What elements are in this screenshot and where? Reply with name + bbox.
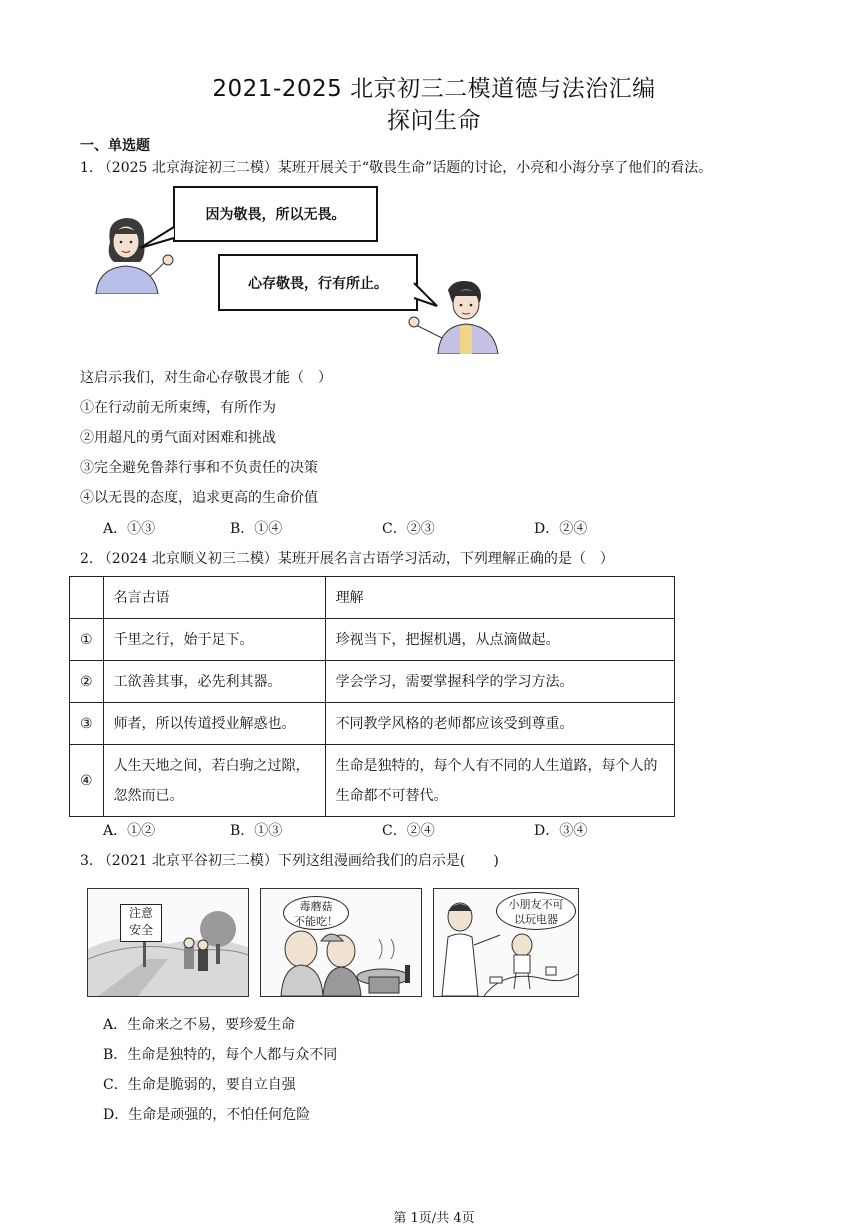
q1-item-4: ④以无畏的态度，追求更高的生命价值 <box>80 490 318 506</box>
table-cell: 不同教学风格的老师都应该受到尊重。 <box>325 703 674 745</box>
q2-option-c[interactable]: C．②④ <box>382 823 435 839</box>
table-cell: 千里之行，始于足下。 <box>103 619 325 661</box>
q1-prompt: 这启示我们，对生命心存敬畏才能（ ） <box>80 370 332 386</box>
electricity-bubble-line-2: 以玩电器 <box>514 913 558 926</box>
safety-sign-line-2: 安全 <box>128 923 153 937</box>
table-row <box>70 661 675 703</box>
comic-panel-electricity <box>433 888 579 997</box>
safety-sign-line-1: 注意 <box>128 906 153 920</box>
boy-speech-bubble: 心存敬畏，行有所止。 <box>218 254 418 311</box>
q1-option-c[interactable]: C．②③ <box>382 521 435 537</box>
table-cell: 师者，所以传道授业解惑也。 <box>103 703 325 745</box>
q1-option-a[interactable]: A．①③ <box>103 521 156 537</box>
table-cell: ④ <box>70 745 104 817</box>
table-header-cell <box>70 577 104 619</box>
table-cell: 生命是独特的，每个人有不同的人生道路，每个人的生命都不可替代。 <box>325 745 674 817</box>
q1-item-3: ③完全避免鲁莽行事和不负责任的决策 <box>80 460 318 476</box>
q1-option-b[interactable]: B．①④ <box>230 521 283 537</box>
mushroom-bubble-line-1: 毒蘑菇 <box>299 900 333 913</box>
section-heading: 一、单选题 <box>80 138 150 154</box>
table-row <box>70 619 675 661</box>
document-subtitle: 探问生命 <box>387 108 481 134</box>
mushroom-speech-bubble <box>283 896 349 930</box>
q1-item-2: ②用超凡的勇气面对困难和挑战 <box>80 430 276 446</box>
q1-stem: 1. （2025 北京海淀初三二模）某班开展关于“敬畏生命”话题的讨论，小亮和小海分享了他们的看法。 <box>80 160 713 176</box>
q3-stem: 3. （2021 北京平谷初三二模）下列这组漫画给我们的启示是( ) <box>80 853 499 869</box>
table-header-row <box>70 577 675 619</box>
comic-panel-safety <box>87 888 249 997</box>
proverb-table <box>69 576 675 817</box>
girl-bubble-tail <box>138 226 178 250</box>
mushroom-bubble-line-2: 不能吃！ <box>294 915 338 928</box>
q2-option-d[interactable]: D．③④ <box>534 823 588 839</box>
table-row <box>70 745 675 817</box>
q3-option-c[interactable]: C．生命是脆弱的，要自立自强 <box>103 1077 296 1093</box>
table-header-cell: 理解 <box>325 577 674 619</box>
electricity-bubble-line-1: 小朋友不可 <box>508 898 564 911</box>
document-title: 2021-2025 北京初三二模道德与法治汇编 <box>212 76 656 102</box>
boy-illustration <box>404 278 502 354</box>
table-row <box>70 703 675 745</box>
q3-option-a[interactable]: A．生命来之不易，要珍爱生命 <box>103 1017 296 1033</box>
q2-option-b[interactable]: B．①③ <box>230 823 283 839</box>
table-cell: ② <box>70 661 104 703</box>
table-cell: 人生天地之间，若白驹之过隙，忽然而已。 <box>103 745 325 817</box>
electricity-speech-bubble <box>496 892 576 930</box>
table-cell: ③ <box>70 703 104 745</box>
q3-option-d[interactable]: D．生命是顽强的，不怕任何危险 <box>103 1107 311 1123</box>
q2-option-a[interactable]: A．①② <box>103 823 156 839</box>
table-cell: 工欲善其事，必先利其器。 <box>103 661 325 703</box>
table-header-cell: 名言古语 <box>103 577 325 619</box>
girl-illustration <box>88 212 180 294</box>
table-cell: 珍视当下，把握机遇，从点滴做起。 <box>325 619 674 661</box>
comic-panel-mushroom <box>260 888 422 997</box>
comic-safety-illustration <box>88 889 248 996</box>
page-footer: 第 1页/共 4页 <box>393 1211 475 1226</box>
girl-speech-bubble: 因为敬畏，所以无畏。 <box>173 186 378 242</box>
q1-option-d[interactable]: D．②④ <box>534 521 588 537</box>
q1-item-1: ①在行动前无所束缚，有所作为 <box>80 400 276 416</box>
safety-sign <box>120 904 162 942</box>
table-cell: 学会学习，需要掌握科学的学习方法。 <box>325 661 674 703</box>
q2-stem: 2. （2024 北京顺义初三二模）某班开展名言古语学习活动，下列理解正确的是（ ） <box>80 551 614 567</box>
q3-option-b[interactable]: B．生命是独特的，每个人都与众不同 <box>103 1047 338 1063</box>
table-cell: ① <box>70 619 104 661</box>
